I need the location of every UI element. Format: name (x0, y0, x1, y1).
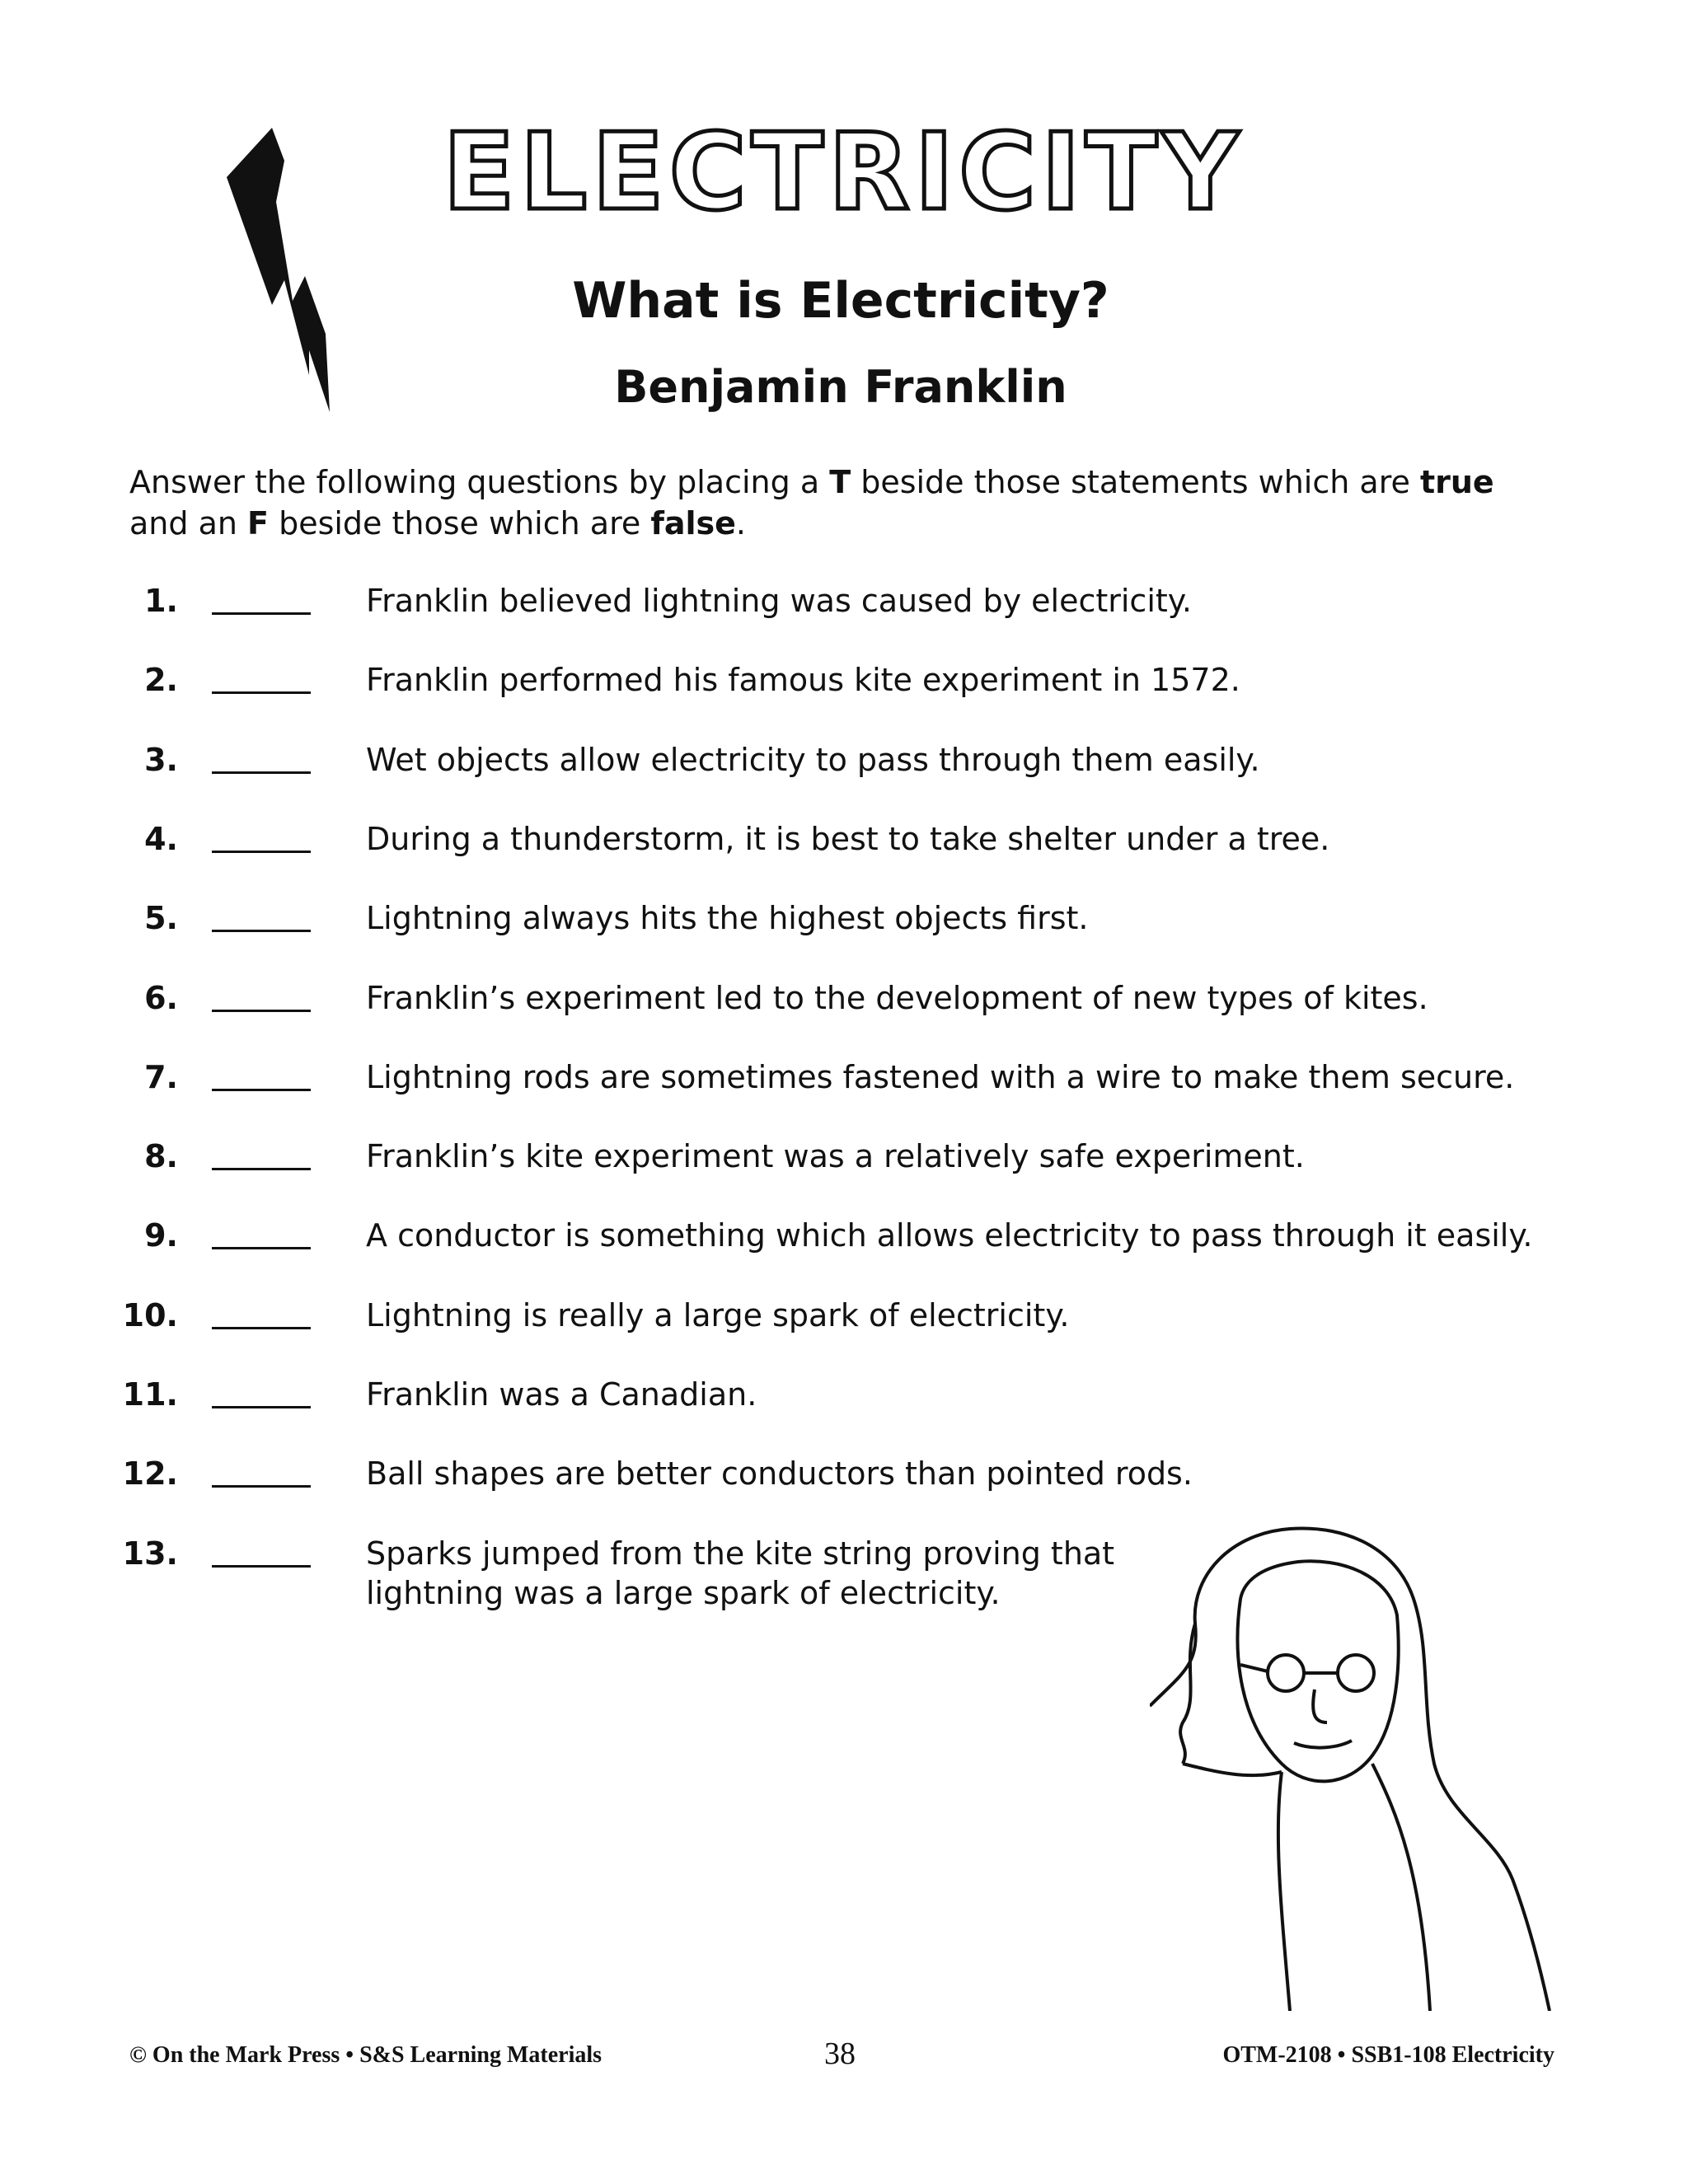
question-text: Wet objects allow electricity to pass through them easily. (366, 741, 1260, 778)
question-number: 4. (144, 820, 178, 857)
answer-blank[interactable] (212, 1247, 311, 1249)
answer-blank[interactable] (212, 691, 311, 694)
question-number: 7. (144, 1058, 178, 1095)
topic-heading: Benjamin Franklin (614, 361, 1067, 413)
question-text: During a thunderstorm, it is best to take shelter under a tree. (366, 820, 1330, 857)
answer-blank[interactable] (212, 771, 311, 774)
question-text: Franklin was a Canadian. (366, 1376, 757, 1413)
question-text: Sparks jumped from the kite string proving that lightning was a large spark of electricity. (366, 1535, 1115, 1611)
question-number: 9. (144, 1217, 178, 1254)
footer-publisher: © On the Mark Press • S&S Learning Materials (129, 2042, 603, 2068)
question-text: Lightning always hits the highest objects first. (366, 900, 1089, 937)
question-number: 5. (144, 900, 178, 937)
answer-blank[interactable] (212, 612, 311, 615)
answer-blank[interactable] (212, 1089, 311, 1091)
question-number: 11. (122, 1376, 178, 1413)
question-number: 1. (144, 583, 178, 619)
question-text: A conductor is something which allows electricity to pass through it easily. (366, 1217, 1533, 1254)
footer-product-code: OTM-2108 • SSB1-108 Electricity (1222, 2042, 1554, 2068)
question-text: Franklin’s experiment led to the development of new types of kites. (366, 979, 1428, 1016)
question-number: 13. (122, 1535, 178, 1572)
question-number: 12. (122, 1455, 178, 1493)
answer-blank[interactable] (212, 851, 311, 853)
question-text: Ball shapes are better conductors than pointed rods. (366, 1455, 1193, 1493)
page-number: 38 (824, 2036, 856, 2071)
benjamin-franklin-portrait (1150, 1525, 1554, 2011)
question-number: 2. (144, 662, 178, 699)
subtitle: What is Electricity? (572, 272, 1109, 330)
question-number: 6. (144, 979, 178, 1016)
answer-blank[interactable] (212, 1168, 311, 1170)
question-number: 8. (144, 1138, 178, 1175)
page-title: ELECTRICITY (443, 111, 1244, 234)
answer-blank[interactable] (212, 1327, 311, 1329)
lightning-bolt-icon (227, 128, 424, 416)
answer-blank[interactable] (212, 930, 311, 932)
question-number: 3. (144, 741, 178, 778)
question-text: Franklin’s kite experiment was a relatively safe experiment. (366, 1138, 1305, 1175)
question-text: Lightning is really a large spark of electricity. (366, 1296, 1070, 1333)
question-number: 10. (122, 1296, 178, 1333)
question-text: Franklin performed his famous kite experiment in 1572. (366, 662, 1240, 699)
answer-blank[interactable] (212, 1565, 311, 1568)
question-text: Franklin believed lightning was caused by electricity. (366, 583, 1192, 619)
instructions: Answer the following questions by placing a T beside those statements which are true and an F beside those which are false. (129, 464, 1494, 541)
answer-blank[interactable] (212, 1485, 311, 1488)
answer-blank[interactable] (212, 1406, 311, 1408)
question-text: Lightning rods are sometimes fastened with a wire to make them secure. (366, 1058, 1515, 1095)
answer-blank[interactable] (212, 1010, 311, 1012)
